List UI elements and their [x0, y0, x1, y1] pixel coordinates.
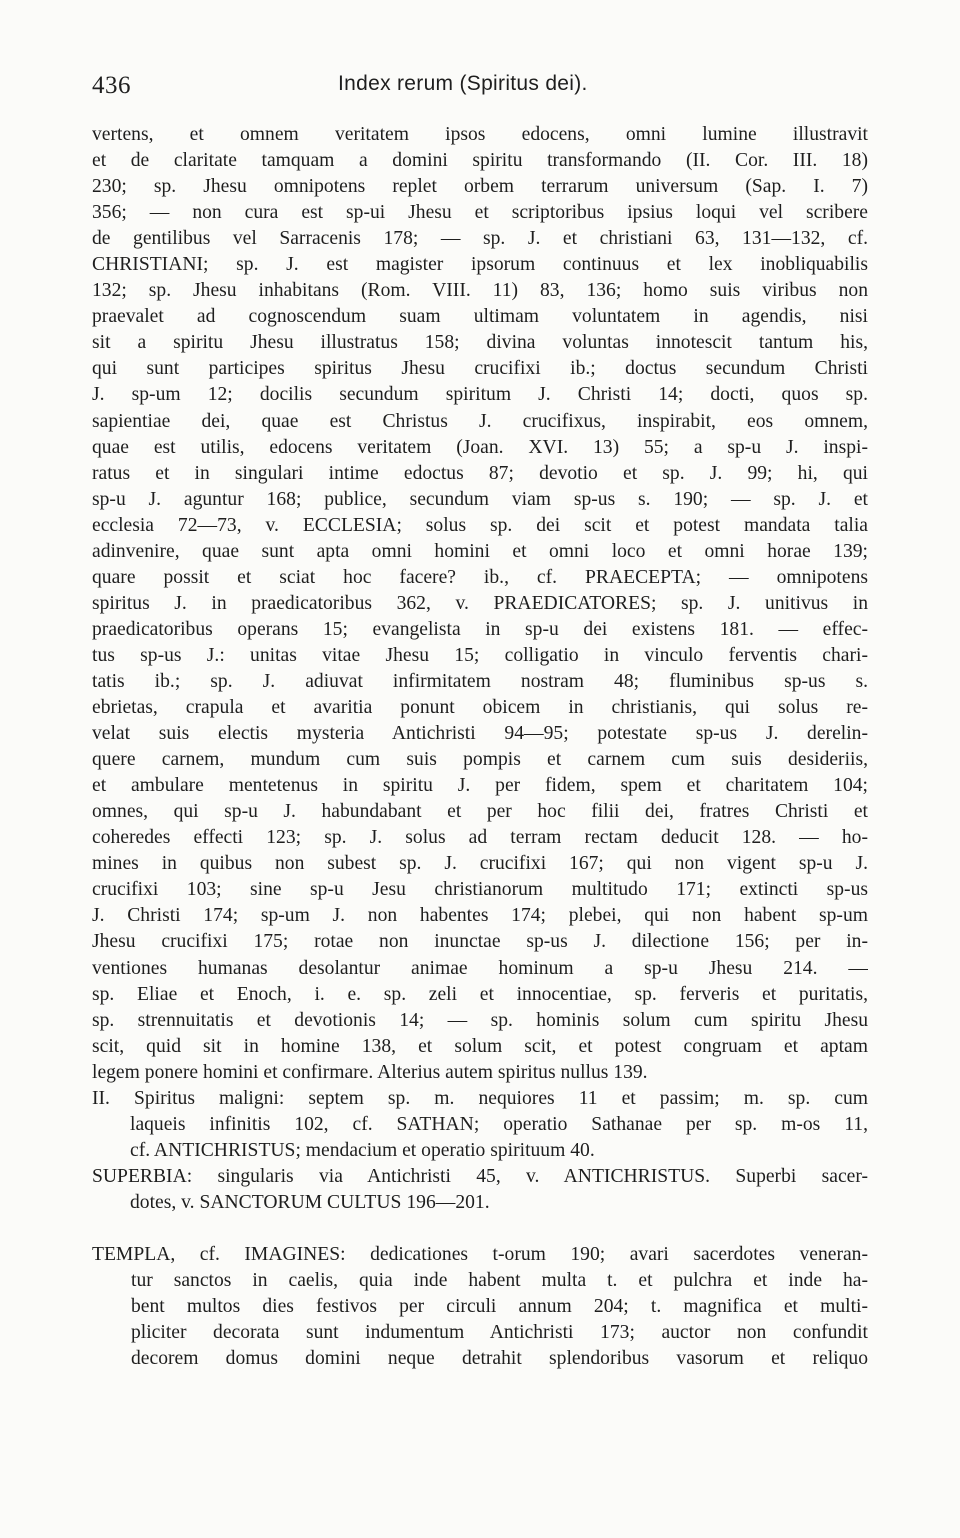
text-line: dotes, v. SANCTORUM CULTUS 196—201.: [130, 1191, 490, 1213]
text-line: spiritus J. in praedicatoribus 362, v. PRAEDICATORES; sp. J. unitivus in: [92, 592, 868, 614]
text-line: praedicatoribus operans 15; evangelista in sp-u dei existens 181. — effec-: [92, 618, 868, 640]
text-line: et ambulare mentetenus in spiritu J. per fidem, spem et charitatem 104;: [92, 775, 868, 797]
text-line: ratus et in singulari intime edoctus 87; devotio et sp. J. 99; hi, qui: [92, 462, 868, 484]
text-line: sp. Eliae et Enoch, i. e. sp. zeli et innocentiae, sp. ferveris et puritatis,: [92, 983, 868, 1005]
text-line: sapientiae dei, quae est Christus J. crucifixus, inspirabit, eos omnem,: [92, 410, 868, 432]
text-line: et de claritate tamquam a domini spiritu transformando (II. Cor. III. 18): [92, 150, 868, 172]
text-line: quare possit et sciat hoc facere? ib., cf. PRAECEPTA; — omnipotens: [92, 566, 868, 588]
text-line: 230; sp. Jhesu omnipotens replet orbem terrarum universum (Sap. I. 7): [92, 176, 868, 198]
entry-gap: [92, 1216, 868, 1242]
index-text: [92, 122, 868, 1372]
text-line: bent multos dies festivos per circuli annum 204; t. magnifica et multi-: [131, 1296, 868, 1318]
text-line: scit, quid sit in homine 138, et solum scit, et potest congruam et aptam: [92, 1035, 868, 1057]
text-line: sit a spiritu Jhesu illustratus 158; divina voluntas innotescit tantum his,: [92, 332, 868, 354]
text-line: adinvenire, quae sunt apta omni homini et omni loco et omni horae 139;: [92, 540, 868, 562]
text-line: coheredes effecti 123; sp. J. solus ad terram rectam deducit 128. — ho-: [92, 827, 868, 849]
text-line: Jhesu crucifixi 175; rotae non inunctae sp-us J. dilectione 156; per in-: [92, 931, 868, 953]
text-line: crucifixi 103; sine sp-u Jesu christianorum multitudo 171; extincti sp-us: [92, 879, 868, 901]
text-line: cf. ANTICHRISTUS; mendacium et operatio spirituum 40.: [130, 1139, 595, 1161]
text-line: laqueis infinitis 102, cf. SATHAN; operatio Sathanae per sp. m-os 11,: [130, 1113, 868, 1135]
text-line: quere carnem, mundum cum suis pompis et carnem cum suis desideriis,: [92, 749, 868, 771]
text-line: mines in quibus non subest sp. J. crucifixi 167; qui non vigent sp-u J.: [92, 853, 868, 875]
running-head: Index rerum (Spiritus dei).: [338, 72, 588, 95]
text-line: sp. strennuitatis et devotionis 14; — sp. hominis solum cum spiritu Jhesu: [92, 1009, 868, 1031]
text-line: praevalet ad cognoscendum suam ultimam voluntatem in agendis, nisi: [92, 306, 868, 328]
entry-spiritus-dei-continued: [92, 122, 868, 1086]
text-line: ventiones humanas desolantur animae hominum a sp-u Jhesu 214. —: [92, 957, 868, 979]
text-line: J. sp-um 12; docilis secundum spiritum J. Christi 14; docti, quos sp.: [92, 384, 868, 406]
entry-superbia: [92, 1164, 868, 1216]
page-number: 436: [92, 72, 131, 99]
text-line: vertens, et omnem veritatem ipsos edocens, omni lumine illustravit: [92, 124, 868, 145]
text-line: tur sanctos in caelis, quia inde habent multa t. et pulchra et inde ha-: [131, 1270, 868, 1292]
text-line: tus sp-us J.: unitas vitae Jhesu 15; colligatio in vinculo ferventis chari-: [92, 644, 868, 666]
text-line: 356; — non cura est sp-ui Jhesu et scriptoribus ipsius loqui vel scribere: [92, 202, 868, 224]
text-line: 132; sp. Jhesu inhabitans (Rom. VIII. 11) 83, 136; homo suis viribus non: [92, 280, 868, 302]
entry-templa: [92, 1242, 868, 1372]
text-line: qui sunt participes spiritus Jhesu crucifixi ib.; doctus secundum Christi: [92, 358, 868, 380]
text-line: omnes, qui sp-u J. habundabant et per hoc filii dei, fratres Christi et: [92, 801, 868, 823]
text-line: decorem domus domini neque detrahit splendoribus vasorum et reliquo: [131, 1348, 868, 1370]
text-line: II. Spiritus maligni: septem sp. m. nequiores 11 et passim; m. sp. cum: [92, 1087, 868, 1109]
text-line: CHRISTIANI; sp. J. est magister ipsorum continuus et lex inobliquabilis: [92, 254, 868, 276]
text-line: ecclesia 72—73, v. ECCLESIA; solus sp. dei scit et potest mandata talia: [92, 514, 868, 536]
text-line: de gentilibus vel Sarracenis 178; — sp. J. et christiani 63, 131—132, cf.: [92, 228, 868, 250]
text-line: J. Christi 174; sp-um J. non habentes 174; plebei, qui non habent sp-um: [92, 905, 868, 927]
text-line: TEMPLA, cf. IMAGINES: dedicationes t-orum 190; avari sacerdotes veneran-: [92, 1243, 868, 1265]
entry-spiritus-maligni: [92, 1086, 868, 1164]
text-line: quae est utilis, edocens veritatem (Joan. XVI. 13) 55; a sp-u J. inspi-: [92, 436, 868, 458]
text-line: pliciter decorata sunt indumentum Antichristi 173; auctor non confundit: [131, 1322, 868, 1344]
text-line: tatis ib.; sp. J. adiuvat infirmitatem nostram 48; fluminibus sp-us s.: [92, 670, 868, 692]
text-line: legem ponere homini et confirmare. Alterius autem spiritus nullus 139.: [92, 1061, 648, 1083]
text-line: ebrietas, crapula et avaritia ponunt obicem in christianis, qui solus re-: [92, 697, 868, 719]
text-line: SUPERBIA: singularis via Antichristi 45, v. ANTICHRISTUS. Superbi sacer-: [92, 1165, 868, 1187]
text-line: velat suis electis mysteria Antichristi 94—95; potestate sp-us J. derelin-: [92, 723, 868, 745]
text-line: sp-u J. aguntur 168; publice, secundum viam sp-us s. 190; — sp. J. et: [92, 488, 868, 510]
